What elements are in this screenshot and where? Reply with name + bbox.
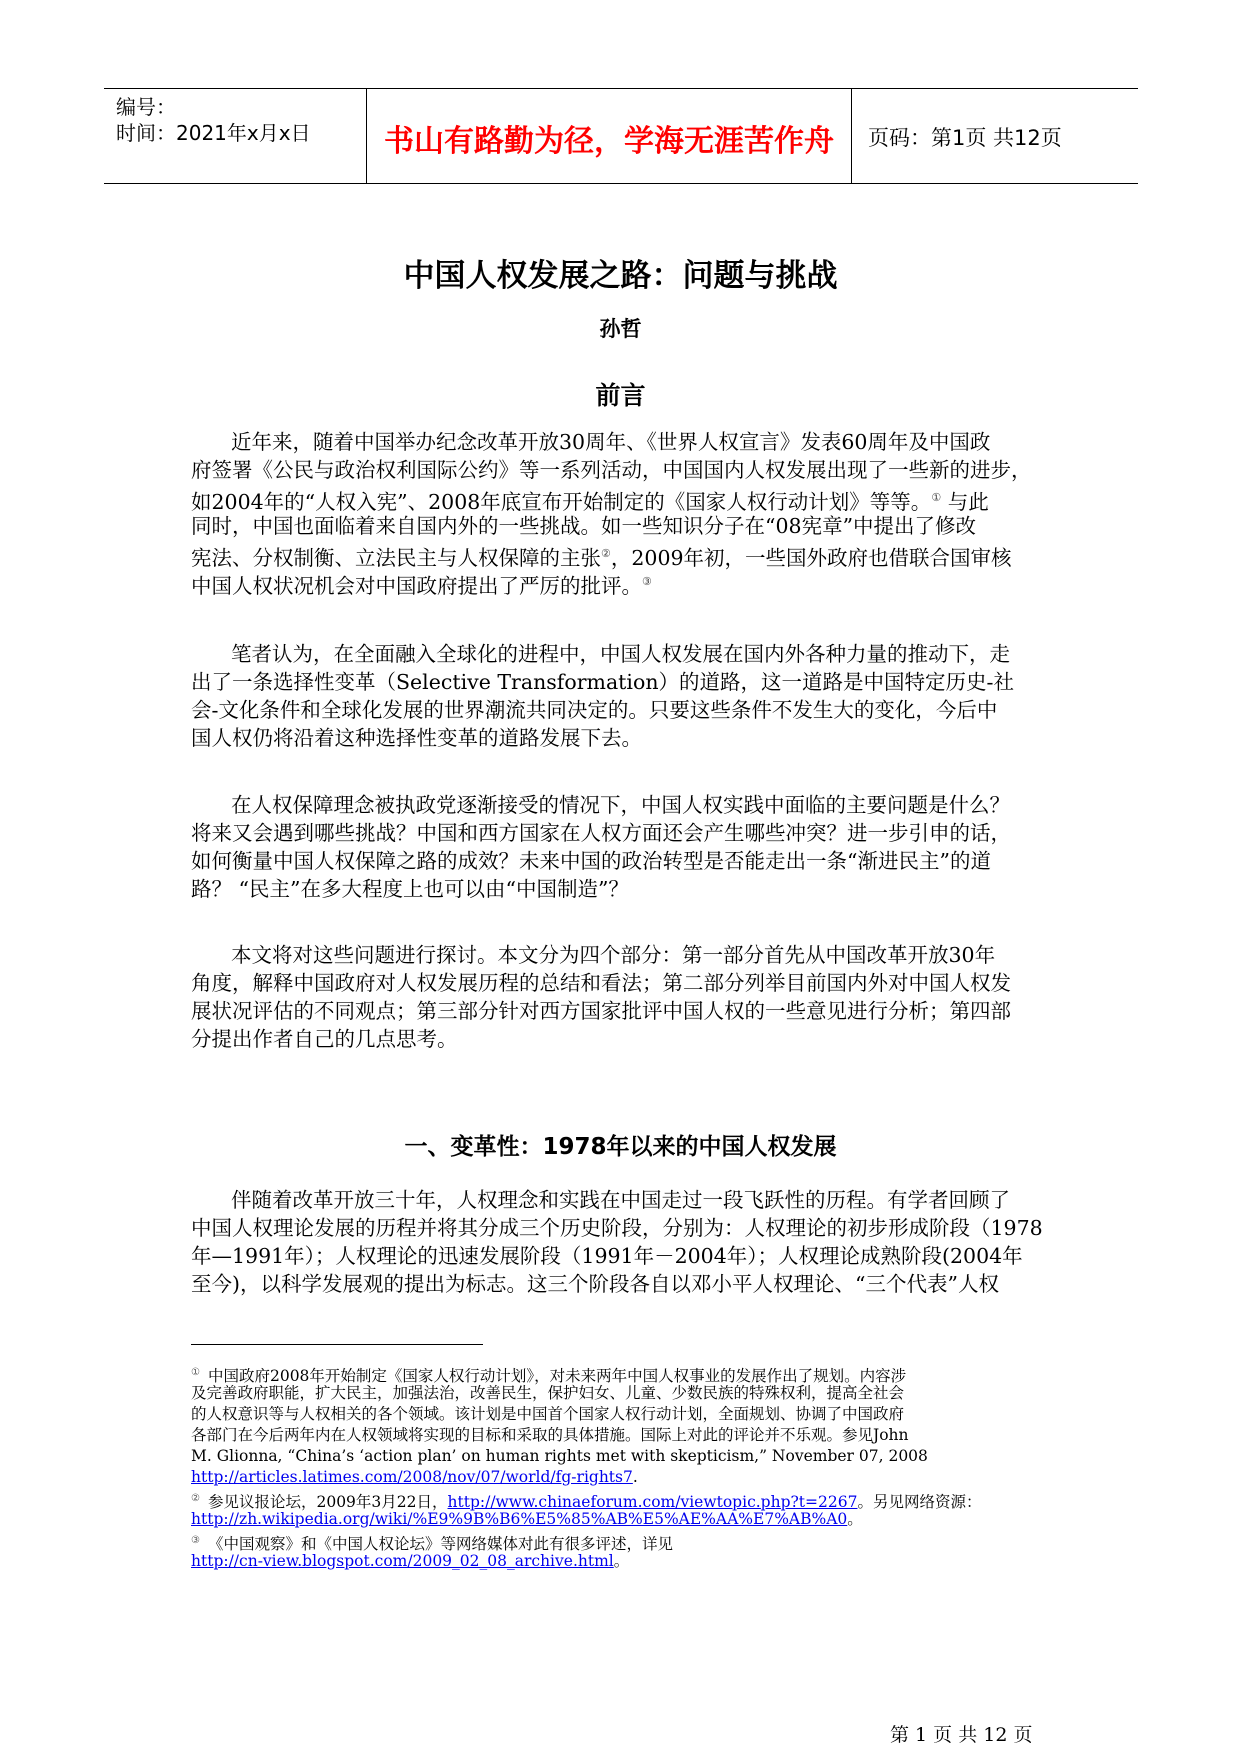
footnote-3-link[interactable]: http://cn-view.blogspot.com/2009_02_08_archive.html <box>191 1552 614 1570</box>
section-1-paragraph <box>191 1186 1058 1298</box>
line-text: ，2009年初，一些国外政府也借联合国审核 <box>610 545 1012 570</box>
paragraph-line: 国人权仍将沿着这种选择性变革的道路发展下去。 <box>191 726 642 750</box>
line-text: 宪法、分权制衡、立法民主与人权保障的主张 <box>191 545 601 570</box>
footnote-line <box>191 1467 1071 1488</box>
time-label: 时间：2021年x月x日 <box>116 121 311 145</box>
footnote-ref-2[interactable]: ② <box>601 547 611 560</box>
paragraph-line <box>191 484 1058 512</box>
footnote-mark-1: ① <box>191 1367 200 1378</box>
paragraph-line: 伴随着改革开放三十年，人权理念和实践在中国走过一段飞跃性的历程。有学者回顾了 <box>231 1188 1010 1212</box>
header-motto-cell <box>366 89 852 183</box>
paragraph-line <box>191 568 1058 596</box>
paragraph-3 <box>191 791 1058 903</box>
footnote-text: 《中国观察》和《中国人权论坛》等网络媒体对此有很多评述，详见 <box>207 1535 673 1554</box>
paragraph-line: 至今)，以科学发展观的提出为标志。这三个阶段各自以邓小平人权理论、“三个代表”人权 <box>191 1272 999 1296</box>
footnote-line: 各部门在今后两年内在人权领域将实现的目标和采取的具体措施。国际上对此的评论并不乐观。参见John <box>191 1426 909 1444</box>
paragraph-line: 同时，中国也面临着来自国内外的一些挑战。如一些知识分子在“08宪章”中提出了修改 <box>191 514 977 538</box>
footnote-mark-2: ② <box>191 1493 200 1504</box>
footnote-line: 的人权意识等与人权相关的各个领域。该计划是中国首个国家人权行动计划，全面规划、协调了中国政府 <box>191 1405 905 1423</box>
motto: 书山有路勤为径，学海无涯苦作舟 <box>384 124 834 159</box>
paragraph-line: 会-文化条件和全球化发展的世界潮流共同决定的。只要这些条件不发生大的变化，今后中 <box>191 698 998 722</box>
paragraph-1 <box>191 428 1058 596</box>
line-text: 如2004年的“人权入宪”、2008年底宣布开始制定的《国家人权行动计划》等等。 <box>191 489 932 514</box>
footnote-2-link-1[interactable]: http://www.chinaeforum.com/viewtopic.php?t=2267 <box>447 1493 858 1512</box>
footnote-line <box>191 1509 1071 1530</box>
page-info: 页码：第1页 共12页 <box>868 126 1062 150</box>
paragraph-line: 近年来，随着中国举办纪念改革开放30周年、《世界人权宣言》发表60周年及中国政 <box>231 430 991 454</box>
paragraph-line: 路？ “民主”在多大程度上也可以由“中国制造”？ <box>191 877 629 901</box>
section-heading: 一、变革性：1978年以来的中国人权发展 <box>404 1134 837 1160</box>
line-text: 与此 <box>941 489 989 514</box>
footnote-line <box>191 1362 1071 1386</box>
footnote-separator <box>191 1344 483 1345</box>
footnote-text: 。 <box>847 1510 863 1528</box>
paragraph-line: 中国人权理论发展的历程并将其分成三个历史阶段，分别为：人权理论的初步形成阶段（1978 <box>191 1216 1043 1240</box>
paragraph-line: 府签署《公民与政治权利国际公约》等一系列活动，中国国内人权发展出现了一些新的进步， <box>191 458 1032 482</box>
footnote-line: 及完善政府职能，扩大民主，加强法治，改善民生，保护妇女、儿童、少数民族的特殊权利，提高全社会 <box>191 1384 905 1402</box>
paragraph-line: 如何衡量中国人权保障之路的成效？未来中国的政治转型是否能走出一条“渐进民主”的道 <box>191 849 991 873</box>
author: 孙哲 <box>599 317 642 341</box>
footnote-text: 中国政府2008年开始制定《国家人权行动计划》，对未来两年中国人权事业的发展作出了规划。内容涉 <box>207 1367 907 1386</box>
paragraph-2 <box>191 640 1058 752</box>
header-table <box>104 88 1138 184</box>
header-meta-cell <box>104 89 366 183</box>
paragraph-4 <box>191 941 1058 1053</box>
paragraph-line: 年—1991年）；人权理论的迅速发展阶段（1991年－2004年）；人权理论成熟阶段(2004年 <box>191 1244 1023 1268</box>
page-footer: 第 1 页 共 12 页 <box>890 1724 1033 1746</box>
paragraph-line: 笔者认为，在全面融入全球化的进程中，中国人权发展在国内外各种力量的推动下，走 <box>231 642 1010 666</box>
footnote-mark-3: ③ <box>191 1535 200 1546</box>
footnote-line <box>191 1488 1071 1512</box>
paragraph-line: 出了一条选择性变革（Selective Transformation）的道路，这一道路是中国特定历史-社 <box>191 670 1014 694</box>
footnote-line <box>191 1530 1071 1554</box>
footnote-ref-3[interactable]: ③ <box>642 575 652 588</box>
paragraph-line: 将来又会遇到哪些挑战？中国和西方国家在人权方面还会产生哪些冲突？进一步引申的话， <box>191 821 1011 845</box>
footnotes <box>191 1362 1071 1572</box>
paragraph-line: 角度，解释中国政府对人权发展历程的总结和看法；第二部分列举目前国内外对中国人权发 <box>191 971 1011 995</box>
paragraph-line <box>191 540 1058 568</box>
paragraph-line: 本文将对这些问题进行探讨。本文分为四个部分：第一部分首先从中国改革开放30年 <box>231 943 996 967</box>
footnote-ref-1[interactable]: ① <box>931 491 942 504</box>
paragraph-line: 展状况评估的不同观点；第三部分针对西方国家批评中国人权的一些意见进行分析；第四部 <box>191 999 1011 1023</box>
footnote-line: M. Glionna, “China’s ‘action plan’ on human rights met with skepticism,” November 07, 2008 <box>191 1447 928 1465</box>
footnote-text: . <box>632 1468 638 1486</box>
preface-heading: 前言 <box>595 381 646 410</box>
document-title: 中国人权发展之路：问题与挑战 <box>403 258 838 294</box>
footnote-2-link-2[interactable]: http://zh.wikipedia.org/wiki/%E9%9B%B6%E5%85%AB%E5%AE%AA%E7%AB%A0 <box>191 1510 848 1528</box>
header-page-cell <box>852 89 1138 183</box>
footnote-1-link[interactable]: http://articles.latimes.com/2008/nov/07/world/fg-rights7 <box>191 1468 633 1486</box>
footnote-text: 参见议报论坛，2009年3月22日， <box>207 1493 448 1512</box>
paragraph-line: 分提出作者自己的几点思考。 <box>191 1027 458 1051</box>
footnote-text: 。 <box>613 1552 630 1570</box>
footnote-text: 。另见网络资源： <box>857 1493 982 1512</box>
line-text: 中国人权状况机会对中国政府提出了严厉的批评。 <box>191 573 642 598</box>
number-label: 编号： <box>116 95 176 119</box>
footnote-line <box>191 1551 1071 1572</box>
paragraph-line: 在人权保障理念被执政党逐渐接受的情况下，中国人权实践中面临的主要问题是什么？ <box>231 793 1010 817</box>
